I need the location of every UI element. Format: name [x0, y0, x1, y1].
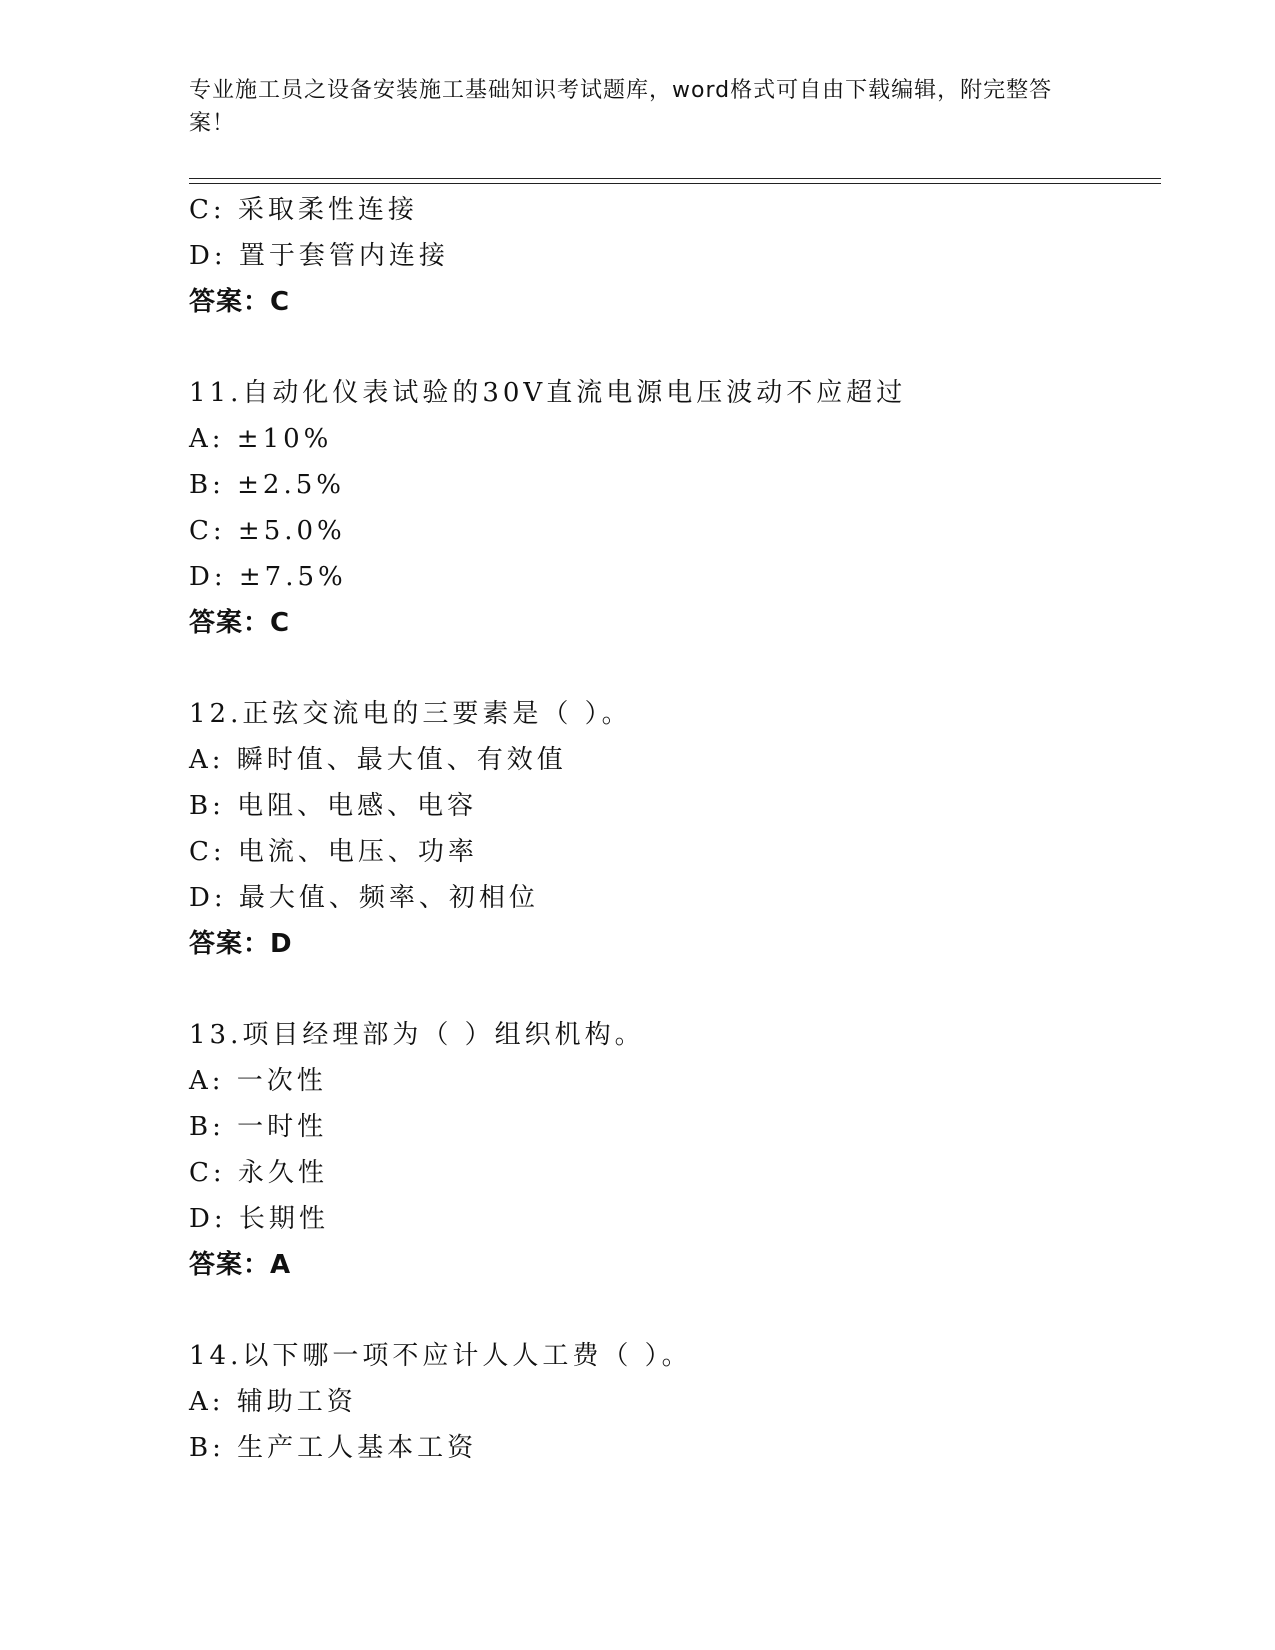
question-text: 12.正弦交流电的三要素是（ ）。	[189, 699, 632, 729]
document-header: 专业施工员之设备安装施工基础知识考试题库，word格式可自由下载编辑，附完整答案！	[189, 78, 1053, 136]
answer-line: 答案：C	[189, 608, 291, 638]
spacer	[189, 325, 1169, 370]
answer-line: 答案：D	[189, 929, 293, 959]
option-d: D: ±7.5%	[189, 562, 347, 592]
option-d: D: 长期性	[189, 1204, 329, 1234]
option-c: C: 采取柔性连接	[189, 195, 418, 225]
question-10-continued	[189, 187, 1169, 325]
question-14	[189, 1333, 1169, 1471]
option-b: B: 电阻、电感、电容	[189, 791, 478, 821]
header-rule-bottom	[189, 183, 1161, 184]
spacer	[189, 1288, 1169, 1333]
option-c: C: 电流、电压、功率	[189, 837, 478, 867]
spacer	[189, 967, 1169, 1012]
question-13	[189, 1012, 1169, 1288]
question-text: 14.以下哪一项不应计人人工费（ ）。	[189, 1341, 692, 1371]
option-a: A: ±10%	[189, 424, 333, 454]
option-c: C: 永久性	[189, 1158, 328, 1188]
spacer	[189, 646, 1169, 691]
option-a: A: 辅助工资	[189, 1387, 357, 1417]
option-a: A: 一次性	[189, 1066, 327, 1096]
question-11	[189, 370, 1169, 646]
question-12	[189, 691, 1169, 967]
option-b: B: ±2.5%	[189, 470, 345, 500]
answer-line: 答案：A	[189, 1250, 292, 1280]
option-d: D: 置于套管内连接	[189, 241, 449, 271]
option-a: A: 瞬时值、最大值、有效值	[189, 745, 567, 775]
option-b: B: 一时性	[189, 1112, 328, 1142]
question-text: 11.自动化仪表试验的30V直流电源电压波动不应超过	[189, 378, 907, 408]
option-d: D: 最大值、频率、初相位	[189, 883, 539, 913]
header-rule-top	[189, 178, 1161, 179]
question-list	[189, 187, 1169, 1471]
question-text: 13.项目经理部为（ ）组织机构。	[189, 1020, 645, 1050]
option-b: B: 生产工人基本工资	[189, 1433, 478, 1463]
option-c: C: ±5.0%	[189, 516, 346, 546]
answer-line: 答案：C	[189, 287, 291, 317]
